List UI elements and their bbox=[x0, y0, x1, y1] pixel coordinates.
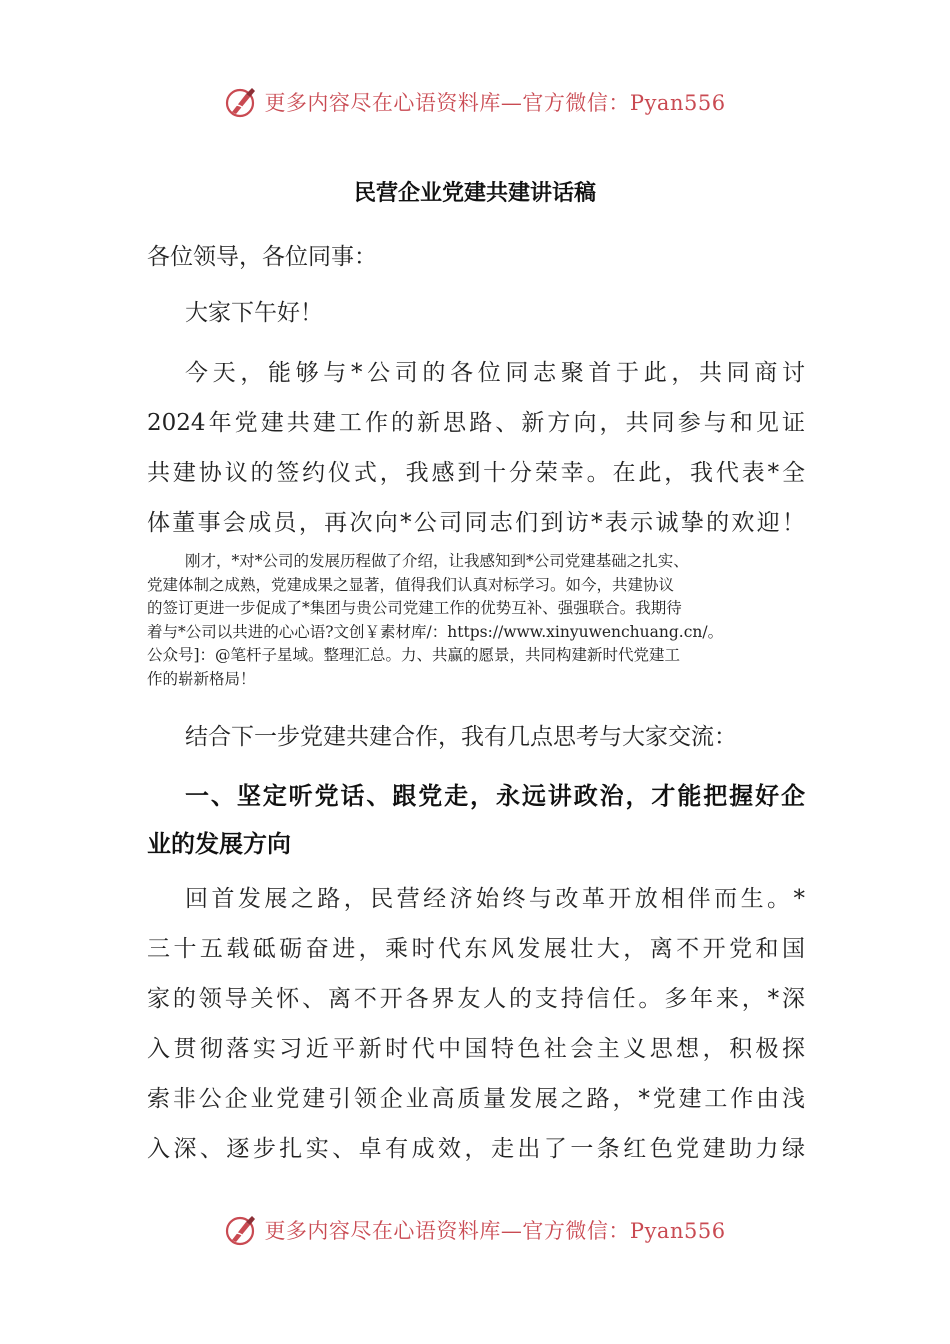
greeting: 大家下午好！ bbox=[185, 300, 323, 326]
paragraph-line: 体董事会成员，再次向*公司同志们到访*表示诚挚的欢迎！ bbox=[147, 510, 805, 536]
heading-line: 业的发展方向 bbox=[147, 830, 291, 858]
paragraph-line: 作的崭新格局！ bbox=[147, 669, 256, 688]
section-heading-1 bbox=[147, 772, 805, 868]
pen-logo-icon bbox=[224, 85, 258, 119]
paragraph-4 bbox=[147, 874, 805, 1174]
pen-logo-icon bbox=[224, 1213, 258, 1247]
header-watermark-banner bbox=[0, 82, 950, 122]
paragraph-line: 公众号]：@笔杆子星域。整理汇总。力、共赢的愿景，共同构建新时代党建工 bbox=[147, 646, 681, 664]
paragraph-3: 结合下一步党建共建合作，我有几点思考与大家交流： bbox=[185, 724, 737, 750]
paragraph-line: 共建协议的签约仪式，我感到十分荣幸。在此，我代表*全 bbox=[147, 460, 805, 486]
paragraph-line: 着与*公司以共进的心心语?文创￥素材库/：https://www.xinyuwenchuang.cn/。 bbox=[147, 622, 724, 641]
paragraph-line: 入贯彻落实习近平新时代中国特色社会主义思想，积极探 bbox=[147, 1036, 805, 1062]
document-title: 民营企业党建共建讲话稿 bbox=[353, 181, 596, 206]
paragraph-line: 刚才，*对*公司的发展历程做了介绍，让我感知到*公司党建基础之扎实、 bbox=[185, 552, 689, 570]
paragraph-line: 入深、逐步扎实、卓有成效，走出了一条红色党建助力绿 bbox=[147, 1136, 805, 1162]
heading-line: 一、坚定听党话、跟党走，永远讲政治，才能把握好企 bbox=[185, 782, 805, 810]
banner-text: 更多内容尽在心语资料库—官方微信：Pyan556 bbox=[264, 1219, 726, 1243]
paragraph-line: 索非公企业党建引领企业高质量发展之路，*党建工作由浅 bbox=[147, 1086, 805, 1112]
paragraph-line: 2024年党建共建工作的新思路、新方向，共同参与和见证 bbox=[147, 410, 805, 436]
salutation: 各位领导，各位同事： bbox=[147, 244, 377, 270]
banner-text: 更多内容尽在心语资料库—官方微信：Pyan556 bbox=[264, 91, 726, 115]
paragraph-1 bbox=[147, 348, 805, 548]
paragraph-2 bbox=[147, 550, 811, 691]
paragraph-line: 的签订更进一步促成了*集团与贵公司党建工作的优势互补、强强联合。我期待 bbox=[147, 599, 682, 617]
paragraph-line: 三十五载砥砺奋进，乘时代东风发展壮大，离不开党和国 bbox=[147, 936, 805, 962]
footer-watermark-banner bbox=[0, 1210, 950, 1250]
paragraph-line: 家的领导关怀、离不开各界友人的支持信任。多年来，*深 bbox=[147, 986, 805, 1012]
paragraph-line: 回首发展之路，民营经济始终与改革开放相伴而生。* bbox=[185, 886, 805, 912]
paragraph-line: 党建体制之成熟，党建成果之显著，值得我们认真对标学习。如今，共建协议 bbox=[147, 575, 675, 594]
paragraph-line: 今天，能够与*公司的各位同志聚首于此，共同商讨 bbox=[185, 360, 805, 386]
